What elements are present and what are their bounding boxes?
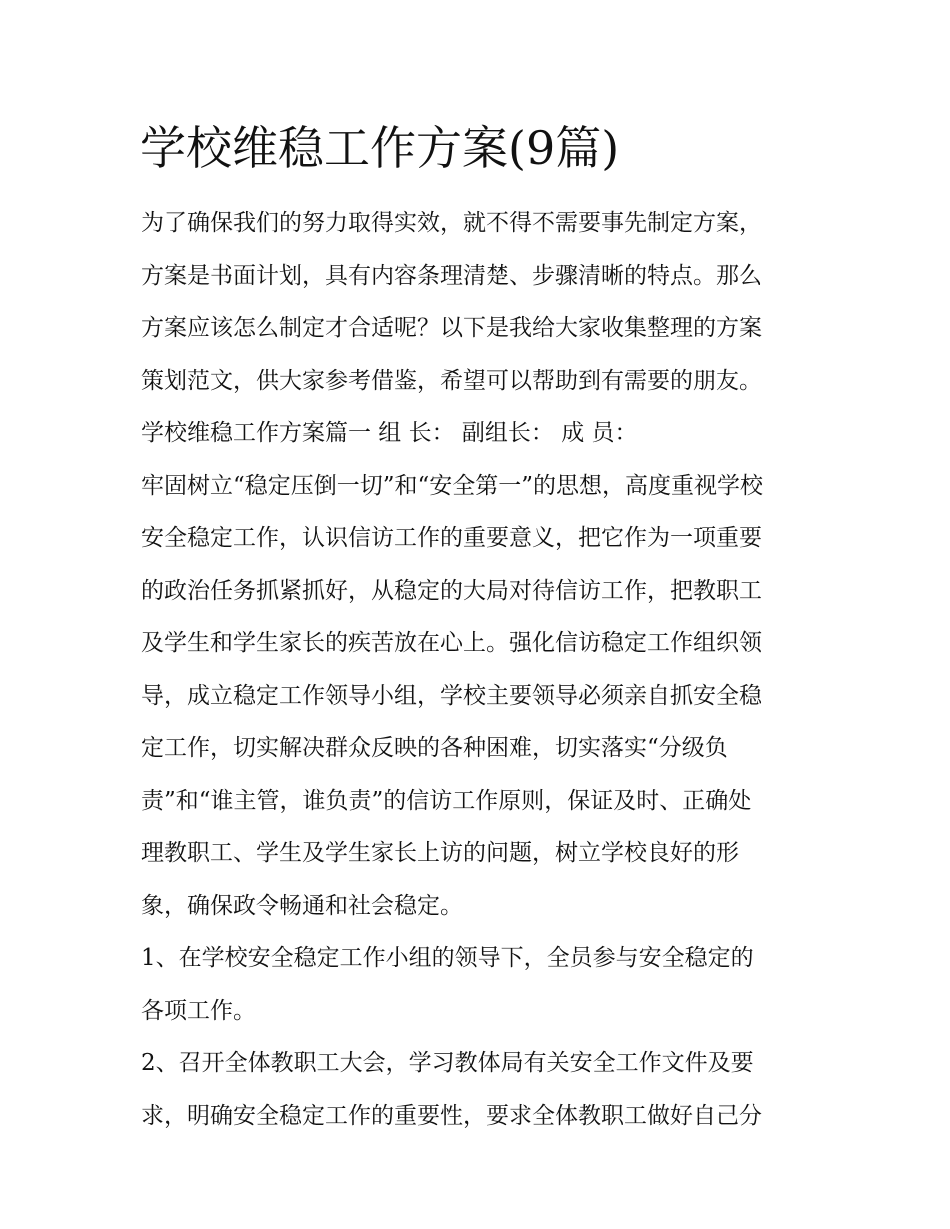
body-line: 安全稳定工作，认识信访工作的重要意义，把它作为一项重要 [141, 525, 762, 551]
document-title: 学校维稳工作方案(9篇) [140, 121, 620, 175]
body-line: 方案是书面计划，具有内容条理清楚、步骤清晰的特点。那么 [141, 262, 762, 289]
body-line: 及学生和学生家长的疾苦放在心上。强化信访稳定工作组织领 [141, 630, 762, 656]
body-line: 为了确保我们的努力取得实效，就不得不需要事先制定方案， [141, 210, 762, 236]
body-line: 象，确保政令畅通和社会稳定。 [141, 892, 463, 919]
list-item-line: 1、在学校安全稳定工作小组的领导下，全员参与安全稳定的 [141, 945, 754, 971]
section-heading-line: 学校维稳工作方案篇一 组 长： 副组长： 成 员： [141, 420, 638, 446]
list-item-line: 求，明确安全稳定工作的重要性，要求全体教职工做好自己分 [141, 1102, 762, 1129]
body-line: 策划范文，供大家参考借鉴，希望可以帮助到有需要的朋友。 [141, 367, 762, 394]
list-item-line: 2、召开全体教职工大会，学习教体局有关安全工作文件及要 [141, 1050, 754, 1076]
body-line: 导，成立稳定工作领导小组，学校主要领导必须亲自抓安全稳 [141, 682, 762, 709]
body-line: 理教职工、学生及学生家长上访的问题，树立学校良好的形 [141, 840, 739, 866]
body-line: 责”和“谁主管，谁负责”的信访工作原则，保证及时、正确处 [141, 787, 752, 814]
body-line: 的政治任务抓紧抓好，从稳定的大局对待信访工作，把教职工 [141, 577, 762, 604]
document-body [141, 197, 831, 1142]
body-line: 定工作，切实解决群众反映的各种困难，切实落实“分级负 [141, 735, 728, 761]
list-item-line: 各项工作。 [141, 997, 256, 1024]
body-line: 牢固树立“稳定压倒一切”和“安全第一”的思想，高度重视学校 [141, 472, 764, 499]
body-line: 方案应该怎么制定才合适呢？以下是我给大家收集整理的方案 [141, 315, 762, 341]
